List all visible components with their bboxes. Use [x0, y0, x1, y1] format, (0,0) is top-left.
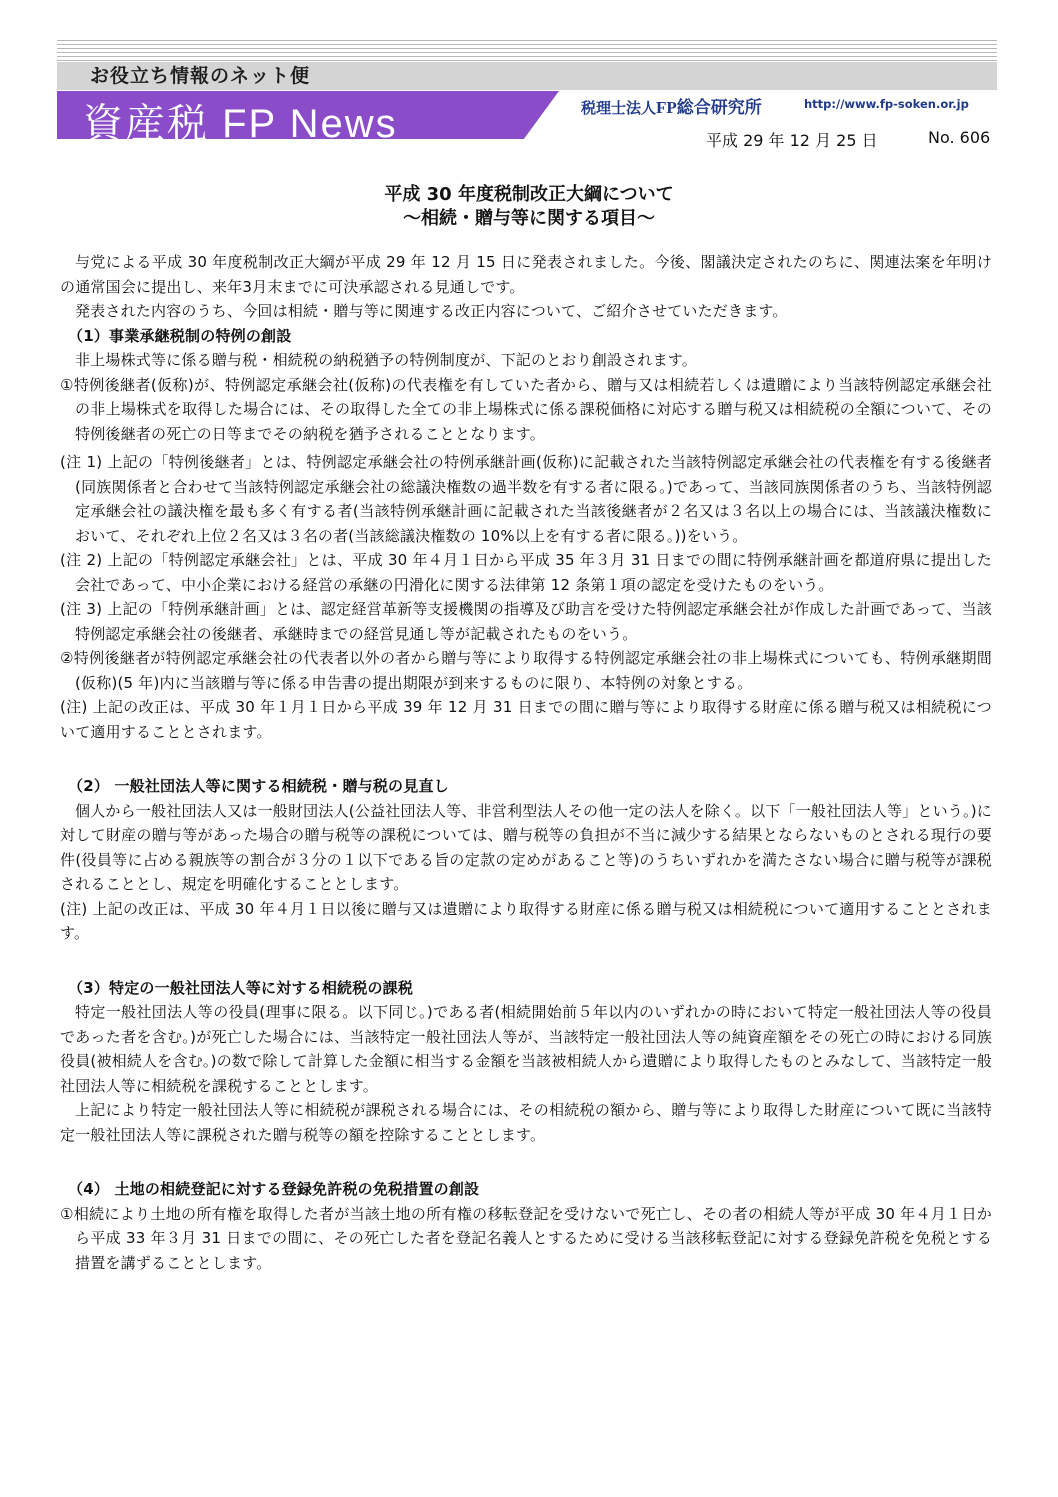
note: (注 3) 上記の「特例承継計画」とは、認定経営革新等支援機関の指導及び助言を受けた特例認定承継会社が作成した計画であって、当該特例認定承継会社の後継者、承継時までの経営見通し等が記載されたものをいう。: [60, 600, 992, 643]
firm-prefix: 税理士法人: [581, 101, 657, 117]
note: (注) 上記の改正は、平成 30 年１月１日から平成 39 年 12 月 31 日までの間に贈与等により取得する財産に係る贈与税又は相続税について適用することとされます。: [60, 698, 992, 741]
firm-label: FP総合研究所: [656, 98, 762, 117]
intro-paragraph: 与党による平成 30 年度税制改正大綱が平成 29 年 12 月 15 日に発表されました。今後、閣議決定されたのちに、関連法案を年明けの通常国会に提出し、来年3月末までに可決承認される見通しです。: [60, 253, 992, 296]
list-item: ②特例後継者が特例認定承継会社の代表者以外の者から贈与等により取得する特例認定承継会社の非上場株式についても、特例承継期間(仮称)(5 年)内に当該贈与等に係る申告書の提出期限が到来するものに限り、本特例の対象とする。: [60, 649, 992, 692]
section-lead: 非上場株式等に係る贈与税・相続税の納税猶予の特例制度が、下記のとおり創設されます。: [75, 351, 698, 369]
article-body: [60, 250, 992, 1275]
section-heading: （1）事業承継税制の特例の創設: [68, 326, 292, 345]
intro-paragraph: 発表された内容のうち、今回は相続・贈与等に関連する改正内容について、ご紹介させていただきます。: [75, 302, 788, 320]
doc-title-line1: 平成 30 年度税制改正大綱について: [384, 184, 674, 205]
header-tagline: お役立ち情報のネット便: [90, 65, 311, 87]
list-item: ①相続により土地の所有権を取得した者が当該土地の所有権の移転登記を受けないで死亡し、その者の相続人等が平成 30 年４月１日から平成 33 年３月 31 日までの間に、その死亡した者を登記名義人とするために受ける当該移転登記に対する登録免許税を免税とする措置を講ずることとします。: [60, 1204, 992, 1272]
section-heading: （2） 一般社団法人等に関する相続税・贈与税の見直し: [68, 777, 449, 795]
section-heading: （3）特定の一般社団法人等に対する相続税の課税: [68, 978, 414, 997]
issue-number: No. 606: [928, 128, 991, 147]
firm-url[interactable]: http://www.fp-soken.or.jp: [804, 97, 969, 111]
list-item: ①特例後継者(仮称)が、特例認定承継会社(仮称)の代表権を有していた者から、贈与又は相続若しくは遺贈により当該特例認定承継会社の非上場株式を取得した場合には、その取得した全ての非上場株式に係る課税価格に対応する贈与税又は相続税の全額について、その特例後継者の死亡の日等までその納税を猶予されることとなります。: [60, 375, 993, 443]
note: (注 1) 上記の「特例後継者」とは、特例認定承継会社の特例承継計画(仮称)に記載された当該特例認定承継会社の代表権を有する後継者(同族関係者と合わせて当該特例認定承継会社の総議決権数の過半数を有する者に限る。)であって、当該同族関係者のうち、当該特例認定承継会社の議決権を最も多く有する者(当該特例承継計画に記載された当該後継者が２名又は３名以上の場合には、当該議決権数において、それぞれ上位２名又は３名の者(当該総議決権数の 10%以上を有する者に限る。))をいう。: [60, 453, 992, 545]
firm-name: [581, 93, 762, 118]
note: (注) 上記の改正は、平成 30 年４月１日以後に贈与又は遺贈により取得する財産に係る贈与税又は相続税について適用することとされます。: [60, 899, 992, 942]
section-heading: （4） 土地の相続登記に対する登録免許税の免税措置の創設: [68, 1180, 480, 1198]
newsletter-title: 資産税 FP News: [83, 102, 398, 146]
section-paragraph: 上記により特定一般社団法人等に相続税が課税される場合には、その相続税の額から、贈与等により取得した財産について既に当該特定一般社団法人等に課税された贈与税等の額を控除することとします。: [60, 1101, 992, 1144]
note: (注 2) 上記の「特例認定承継会社」とは、平成 30 年４月１日から平成 35 年３月 31 日までの間に特例承継計画を都道府県に提出した会社であって、中小企業における経営の承継の円滑化に関する法律第 12 条第１項の認定を受けたものをいう。: [60, 551, 992, 594]
doc-title-line2: ～相続・贈与等に関する項目～: [403, 208, 655, 229]
issue-date: 平成 29 年 12 月 25 日: [706, 131, 878, 150]
section-paragraph: 特定一般社団法人等の役員(理事に限る。以下同じ。)である者(相続開始前５年以内のいずれかの時において特定一般社団法人等の役員であった者を含む。)が死亡した場合には、当該特定一般社団法人等が、当該特定一般社団法人等の純資産額をその死亡の時における同族役員(被相続人を含む。)の数で除して計算した金額に相当する金額を当該被相続人から遺贈により取得したものとみなして、当該特定一般社団法人等に相続税を課税することとします。: [60, 1003, 992, 1095]
section-paragraph: 個人から一般社団法人又は一般財団法人(公益社団法人等、非営利型法人その他一定の法人を除く。以下「一般社団法人等」という。)に対して財産の贈与等があった場合の贈与税等の課税については、贈与税等の負担が不当に減少する結果とならないものとされる現行の要件(役員等に占める親族等の割合が３分の１以下である旨の定款の定めがあること等)のうちいずれかを満たさない場合に贈与税等が課税されることとし、規定を明確化することとします。: [60, 801, 992, 893]
